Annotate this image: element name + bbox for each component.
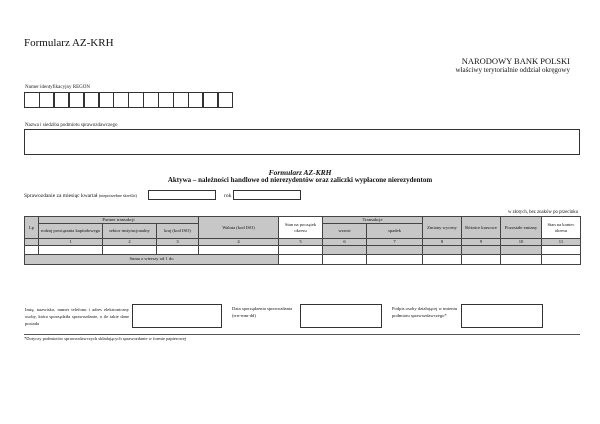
regon-digit-cell[interactable]: [113, 92, 129, 108]
cell[interactable]: [423, 254, 462, 264]
regon-digit-cell[interactable]: [143, 92, 159, 108]
regon-field[interactable]: [24, 92, 233, 108]
contact-label: Imię, nazwisko, numer telefonu i adres elektroniczny osoby, która sporządziła sprawozdanie, o ile takie dane posiada: [25, 307, 129, 327]
footer-divider: [24, 334, 580, 335]
date-field[interactable]: [300, 304, 382, 328]
cell[interactable]: [542, 254, 581, 264]
col-lp: Lp: [25, 217, 39, 239]
reporter-name-label: Nazwa i siedziba podmiotu sprawozdawczego: [25, 123, 118, 128]
form-main-title: Aktywa – należności handlowe od nierezydentów oraz zaliczki wypłacone nierezydentom: [167, 176, 433, 184]
col-number: 6: [323, 239, 367, 246]
cell[interactable]: [323, 245, 367, 254]
cell[interactable]: [462, 254, 501, 264]
col-rodzaj-powiazania: rodzaj powiązania kapitałowego: [39, 224, 103, 239]
footnote: *Dotyczy podmiotów sprawozdawczych składających sprawozdanie w formie papierowej: [24, 336, 187, 341]
regon-digit-cell[interactable]: [173, 92, 189, 108]
col-number: 2: [103, 239, 157, 246]
col-number: 10: [501, 239, 542, 246]
cell[interactable]: [39, 245, 103, 254]
col-number: 3: [157, 239, 199, 246]
cell[interactable]: [279, 254, 323, 264]
contact-field[interactable]: [132, 304, 222, 328]
cell[interactable]: [25, 245, 39, 254]
regon-digit-cell[interactable]: [99, 92, 115, 108]
cell[interactable]: [103, 245, 157, 254]
col-number: 4: [199, 239, 279, 246]
col-partner-group: Partner transakcji: [39, 217, 199, 224]
col-kraj: kraj (kod ISO): [157, 224, 199, 239]
period-year-field[interactable]: [233, 190, 301, 200]
col-number: 1: [39, 239, 103, 246]
col-stan-poczatek: Stan na początek okresu: [279, 217, 323, 239]
col-sektor: sektor instytucjonalny: [103, 224, 157, 239]
bank-name: NARODOWY BANK POLSKI: [461, 56, 570, 66]
units-note: w złotych, bez znaków po przecinku: [507, 210, 578, 215]
col-zmiany-wyceny: Zmiany wyceny: [423, 217, 462, 239]
cell[interactable]: [157, 245, 199, 254]
signature-label: Podpis osoby działającej w imieniu podmiotu sprawozdawczego*: [392, 306, 458, 318]
sum-row-label: Suma z wierszy od 1 do: [25, 254, 279, 264]
form-subtitle: Formularz AZ-KRH: [268, 168, 332, 177]
cell[interactable]: [462, 245, 501, 254]
cell[interactable]: [542, 245, 581, 254]
col-transakcje-group: Transakcje: [323, 217, 423, 224]
signature-field[interactable]: [461, 304, 543, 328]
regon-digit-cell[interactable]: [69, 92, 85, 108]
regon-digit-cell[interactable]: [188, 92, 204, 108]
period-month-field[interactable]: [148, 190, 216, 200]
col-roznice-kursowe: Różnice kursowe: [462, 217, 501, 239]
form-title: Formularz AZ-KRH: [24, 37, 114, 49]
sum-row: [25, 254, 581, 264]
col-number: 9: [462, 239, 501, 246]
date-label: Data sporządzenia sprawozdania (rrrr-mm-dd): [232, 306, 293, 318]
regon-digit-cell[interactable]: [84, 92, 100, 108]
regon-digit-cell[interactable]: [158, 92, 174, 108]
cell[interactable]: [501, 254, 542, 264]
col-stan-koniec: Stan na koniec okresu: [542, 217, 581, 239]
cell[interactable]: [501, 245, 542, 254]
year-label: rok: [224, 193, 232, 199]
regon-digit-cell[interactable]: [24, 92, 40, 108]
cell[interactable]: [367, 254, 423, 264]
period-label: [24, 193, 137, 199]
col-spadek: spadek: [367, 224, 423, 239]
data-table: [24, 216, 581, 265]
reporter-name-field[interactable]: [24, 129, 580, 155]
regon-digit-cell[interactable]: [54, 92, 70, 108]
col-waluta: Waluta (kod ISO): [199, 217, 279, 239]
regon-digit-cell[interactable]: [39, 92, 55, 108]
period-label-note: (niepotrzebne skreślić): [98, 193, 138, 198]
cell[interactable]: [423, 245, 462, 254]
cell[interactable]: [279, 245, 323, 254]
table-row: [25, 245, 581, 254]
cell[interactable]: [323, 254, 367, 264]
col-number: 11: [542, 239, 581, 246]
regon-digit-cell[interactable]: [218, 92, 234, 108]
bank-branch: właściwy terytorialnie oddział okręgowy: [455, 66, 570, 74]
regon-digit-cell[interactable]: [203, 92, 219, 108]
period-label-text: Sprawozdanie za miesiąc kwartał: [24, 193, 98, 199]
cell[interactable]: [367, 245, 423, 254]
regon-label: Numer identyfikacyjny REGON: [25, 85, 90, 90]
col-number: 7: [367, 239, 423, 246]
col-pozostale-zmiany: Pozostałe zmiany: [501, 217, 542, 239]
col-number: 5: [279, 239, 323, 246]
col-number: 8: [423, 239, 462, 246]
col-wzrost: wzrost: [323, 224, 367, 239]
regon-digit-cell[interactable]: [128, 92, 144, 108]
cell[interactable]: [199, 245, 279, 254]
